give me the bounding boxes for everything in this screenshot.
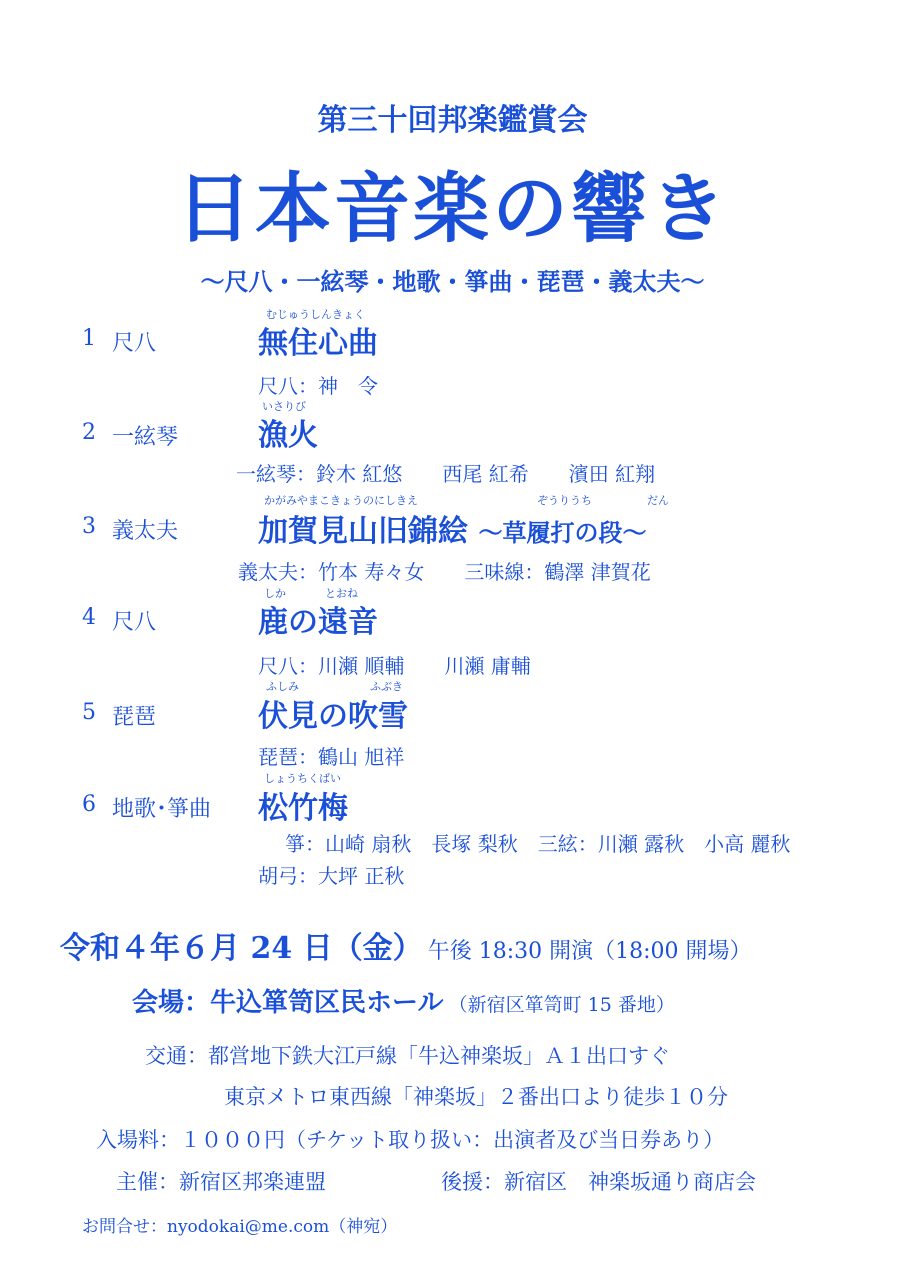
access-line-2: 東京メトロ東西線「神楽坂」２番出口より徒歩１０分 (224, 1085, 728, 1109)
program-category: 尺八 (112, 331, 157, 356)
program-number: 6 (82, 792, 96, 817)
program-number: 5 (82, 700, 96, 725)
support: 後援：新宿区 神楽坂通り商店会 (441, 1170, 756, 1194)
piece-ruby: むじゅうしんきょく (266, 308, 365, 321)
performers: 尺八：神 令 (258, 374, 378, 398)
event-series-title: 第三十回邦楽鑑賞会 (317, 103, 588, 138)
venue-address: （新宿区箪笥町 15 番地） (448, 994, 675, 1016)
contact-info: お問合せ：nyodokai@me.com（神宛） (82, 1217, 398, 1237)
program-category: 義太夫 (112, 519, 179, 544)
piece-ruby: しか (264, 587, 286, 600)
performers: 箏：山崎 扇秋 長塚 梨秋 三絃：川瀬 露秋 小高 麗秋 (285, 832, 791, 856)
piece-ruby-2: ふぶき (370, 680, 403, 693)
organizer: 主催：新宿区邦楽連盟 (116, 1170, 326, 1194)
piece-ruby: しょうちくばい (264, 772, 341, 785)
admission-fee: 入場料：１０００円（チケット取り扱い：出演者及び当日券あり） (96, 1128, 725, 1152)
piece-title: 鹿の遠音 (258, 605, 378, 640)
piece-title (258, 506, 646, 550)
piece-ruby-2: とおね (325, 587, 358, 600)
program-number: 1 (82, 326, 96, 351)
event-time: 午後 18:30 開演（18:00 開場） (427, 939, 752, 964)
access-line-1: 交通：都営地下鉄大江戸線「牛込神楽坂」Ａ１出口すぐ (145, 1044, 670, 1068)
piece-title: 漁火 (258, 418, 318, 453)
piece-ruby: ふしみ (266, 680, 299, 693)
genre-list: ～尺八・一絃琴・地歌・箏曲・琵琶・義太夫～ (200, 267, 705, 296)
piece-ruby-2: ぞうりうち (537, 494, 592, 507)
piece-title-main: 加賀見山旧錦絵 (258, 514, 468, 549)
piece-title: 伏見の吹雪 (258, 699, 408, 734)
program-number: 4 (82, 605, 96, 630)
performers-2: 胡弓：大坪 正秋 (258, 864, 405, 888)
event-venue (132, 982, 675, 1019)
venue-name: 会場：牛込箪笥区民ホール (132, 988, 444, 1018)
program-category: 尺八 (112, 610, 157, 635)
performers: 一絃琴：鈴木 紅悠 西尾 紅希 濱田 紅翔 (236, 462, 656, 486)
program-number: 3 (82, 514, 96, 539)
program-category: 琵琶 (112, 705, 157, 730)
event-datetime (60, 923, 752, 967)
performers: 義太夫：竹本 寿々女 三味線：鶴澤 津賀花 (238, 560, 651, 584)
piece-title-suffix: ～草履打の段～ (478, 518, 647, 547)
program-category: 一絃琴 (112, 425, 179, 450)
piece-ruby: いさりび (262, 400, 306, 413)
piece-title: 松竹梅 (258, 791, 348, 826)
piece-ruby-3: だん (647, 494, 669, 507)
main-title: 日本音楽の響き (176, 164, 729, 253)
program-number: 2 (82, 420, 96, 445)
event-date: 令和４年６月 24 日（金） (60, 931, 423, 966)
program-category: 地歌･箏曲 (112, 797, 212, 822)
performers: 尺八：川瀬 順輔 川瀬 庸輔 (258, 654, 531, 678)
piece-title: 無住心曲 (258, 326, 378, 361)
performers: 琵琶：鶴山 旭祥 (258, 745, 405, 769)
piece-ruby: かがみやまこきょうのにしきえ (264, 494, 418, 507)
